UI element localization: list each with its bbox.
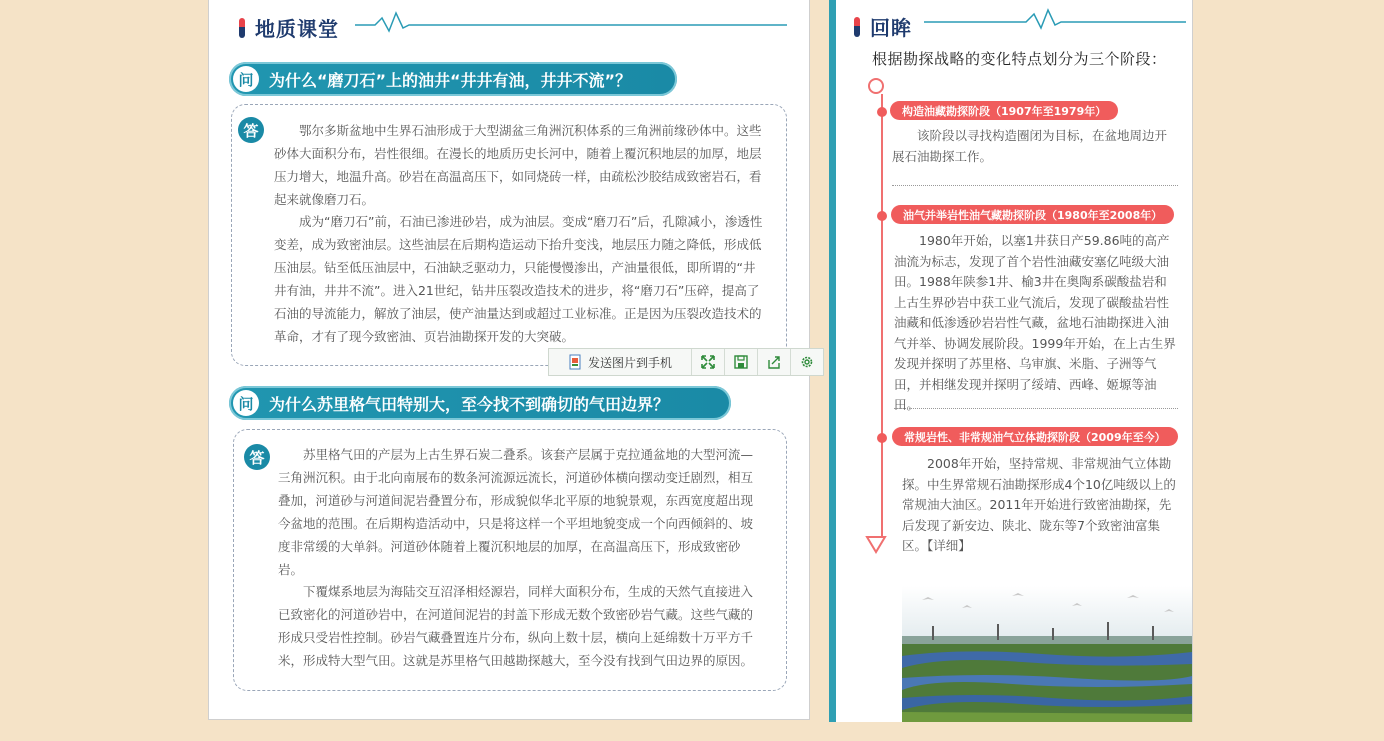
answer-paragraph: 苏里格气田的产层为上古生界石炭二叠系。该套产层属于克拉通盆地的大型河流—三角洲沉积。由于北向南展布的数条河流源远流长，河道砂体横向摆动变迁剧烈，相互叠加，河道砂与河道间泥岩叠置分布，形成貌似华北平原的地貌景观，东西宽度超出现今盆地的范围。在后期构造活动中，只是将这样一个平坦地貌变成一个向西倾斜的、坡度非常缓的大单斜。河道砂体随着上覆沉积地层的加厚，在高温高压下，形成致密砂岩。 <box>278 447 754 577</box>
save-icon <box>733 354 749 370</box>
answer-paragraph: 成为“磨刀石”前，石油已渗进砂岩，成为油层。变成“磨刀石”后，孔隙减小，渗透性变差，成为致密油层。这些油层在后期构造运动下抬升变浅，地层压力随之降低，形成低压油层。钻至低压油层中，石油缺乏驱动力，只能慢慢渗出，产油量很低，即所谓的“井井有油，井井不流”。进入21世纪，钻井压裂改造技术的进步，将“磨刀石”压碎，提高了石油的导流能力，解放了油层，使产油量达到或超过工业标准。正是因为压裂改造技术的革命，才有了现今致密油、页岩油勘探开发的大突破。 <box>274 214 763 344</box>
timeline-dot <box>877 107 887 117</box>
review-panel <box>829 0 1193 722</box>
question-bar-2 <box>229 386 731 420</box>
question-text: 为什么苏里格气田特别大，至今找不到确切的气田边界？ <box>269 394 670 414</box>
answer-box-2 <box>233 429 787 691</box>
heartbeat-line-icon <box>355 10 787 36</box>
section-header-review <box>854 12 912 41</box>
stage-label: 常规岩性、非常规油气立体勘探阶段（2009年至今） <box>892 427 1178 446</box>
stage-text: 2008年开始，坚持常规、非常规油气立体勘探。中生界常规石油勘探形成4个10亿吨级以上的常规油大油区。2011年开始进行致密油勘探，先后发现了新安边、陕北、陇东等7个致密油富集区。【详细】 <box>902 456 1176 553</box>
question-badge: 问 <box>233 66 259 92</box>
section-title: 地质课堂 <box>255 17 339 41</box>
stage-text: 1980年开始，以塞1井获日产59.86吨的高产油流为标志，发现了首个岩性油藏安塞亿吨级大油田。1988年陕参1井、榆3井在奥陶系碳酸盐岩和上古生界砂岩中获工业气流后，发现了碳酸盐岩性油藏和低渗透砂岩岩性气藏，盆地石油勘探进入油气并举、协调发展阶段。1999年开始，在上古生界发现并探明了苏里格、乌审旗、米脂、子洲等气田，并相继发现并探明了绥靖、西峰、姬塬等油田。 <box>894 233 1176 412</box>
intro-text: 根据勘探战略的变化特点划分为三个阶段： <box>872 50 1167 68</box>
share-icon <box>766 354 782 370</box>
divider <box>894 408 1178 409</box>
heartbeat-line-icon <box>924 8 1186 34</box>
share-button[interactable] <box>758 349 791 375</box>
oilfield-wetland-photo <box>902 586 1192 722</box>
timeline-start-icon <box>866 76 886 96</box>
save-image-button[interactable] <box>725 349 758 375</box>
section-marker-icon <box>854 17 860 37</box>
settings-button[interactable] <box>791 349 823 375</box>
answer-paragraph: 下覆煤系地层为海陆交互沼泽相烃源岩，同样大面积分布，生成的天然气直接进入已致密化的河道砂岩中，在河道间泥岩的封盖下形成无数个致密砂岩气藏。这些气藏的形成只受岩性控制。砂岩气藏叠置连片分布，纵向上数十层，横向上延绵数十万平方千米，形成特大型气田。这就是苏里格气田越勘探越大，至今没有找到气田边界的原因。 <box>278 584 754 668</box>
timeline-dot <box>877 211 887 221</box>
send-to-phone-label: 发送图片到手机 <box>587 355 672 370</box>
section-header-geology <box>239 13 339 42</box>
image-toolbar <box>548 348 824 376</box>
stage-text: 该阶段以寻找构造圈闭为目标，在盆地周边开展石油勘探工作。 <box>892 128 1168 164</box>
answer-badge: 答 <box>244 444 270 470</box>
question-text: 为什么“磨刀石”上的油井“井井有油，井井不流”？ <box>269 70 632 90</box>
send-to-phone-button[interactable] <box>549 349 692 375</box>
question-bar-1 <box>229 62 677 96</box>
question-badge: 问 <box>233 390 259 416</box>
timeline-line <box>881 94 883 540</box>
gear-icon <box>799 354 815 370</box>
timeline-dot <box>877 433 887 443</box>
answer-box-1 <box>231 104 787 366</box>
answer-paragraph: 鄂尔多斯盆地中生界石油形成于大型湖盆三角洲沉积体系的三角洲前缘砂体中。这些砂体大面积分布，岩性很细。在漫长的地质历史长河中，随着上覆沉积地层的加厚，地层压力增大，地温升高。砂岩在高温高压下，如同烧砖一样，由疏松沙胶结成致密岩石，看起来就像磨刀石。 <box>274 123 762 207</box>
timeline-end-icon <box>864 534 888 556</box>
fullscreen-button[interactable] <box>692 349 725 375</box>
answer-badge: 答 <box>238 117 264 143</box>
image-phone-icon <box>568 354 584 370</box>
expand-icon <box>700 354 716 370</box>
section-title: 回眸 <box>870 16 912 40</box>
section-marker-icon <box>239 18 245 38</box>
stage-label: 油气并举岩性油气藏勘探阶段（1980年至2008年） <box>891 205 1174 224</box>
divider <box>892 185 1178 186</box>
stage-label: 构造油藏勘探阶段（1907年至1979年） <box>890 101 1118 120</box>
